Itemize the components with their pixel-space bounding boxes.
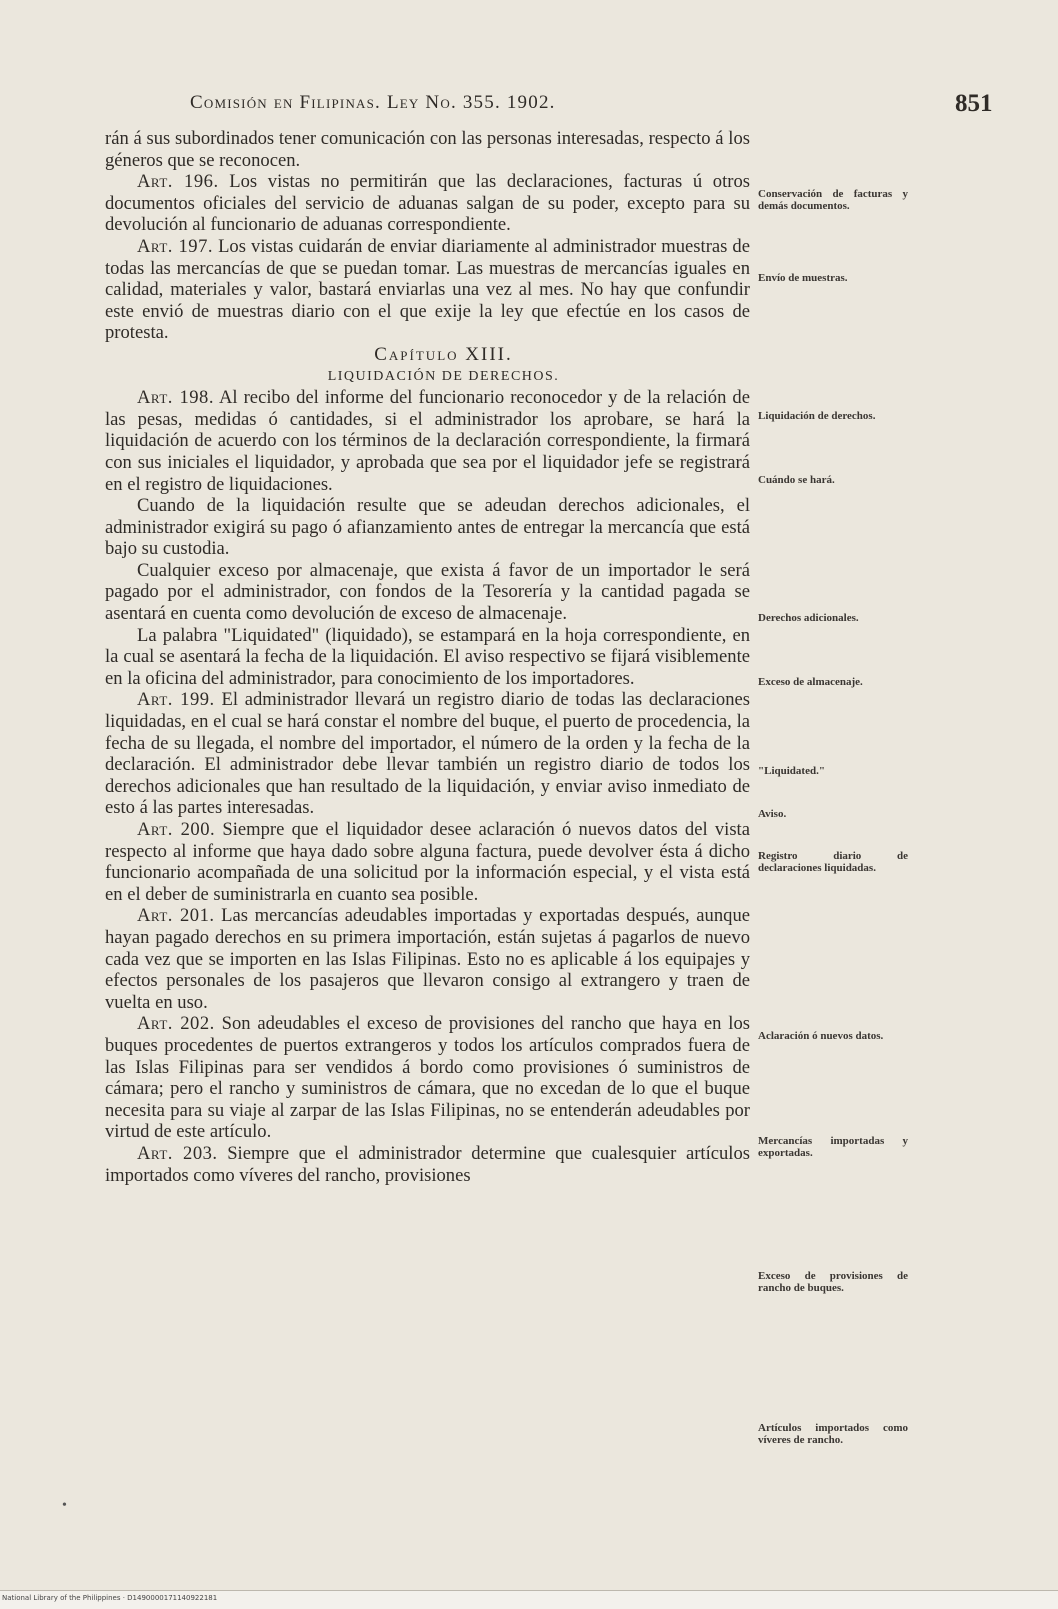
- article-label: Art. 201.: [137, 905, 215, 927]
- margin-note: Aclaración ó nuevos datos.: [758, 1030, 884, 1042]
- article-label: Art. 197.: [137, 235, 214, 257]
- margin-note: Derechos adicionales.: [758, 612, 859, 624]
- running-head: Comisión en Filipinas. Ley No. 355. 1902.: [190, 92, 556, 113]
- margin-note: Aviso.: [758, 808, 787, 820]
- article-text: Siempre que el liquidador desee aclaración ó nuevos datos del vista respecto al informe que haya dado sobre alguna factura, puede devolver ésta á dicho funcionario acompañada de una solicitud por la información especial, y el vista está en el deber de suministrarla en cuanto sea posible.: [105, 819, 750, 905]
- margin-note: Exceso de provisiones de rancho de buques.: [758, 1270, 908, 1294]
- section-title: LIQUIDACIÓN DE DERECHOS.: [327, 368, 560, 384]
- margin-note: Liquidación de derechos.: [758, 410, 876, 422]
- margin-note: "Liquidated.": [758, 765, 825, 777]
- article-196: [105, 171, 750, 236]
- article-text: Al recibo del informe del funcionario reconocedor y de la relación de las pesas, medidas ó cantidades, si el administrador los aprobare, se hará la liquidación de acuerdo con los términos de la declaración correspondiente, la firmará con sus iniciales el liquidador, y aprobada que sea por el liquidador jefe se registrará en el registro de liquidaciones.: [105, 387, 750, 495]
- stray-mark: •: [62, 1498, 67, 1513]
- article-text: Son adeudables el exceso de provisiones del rancho que haya en los buques procedentes de puertos extrangeros y todos los artículos comprados fuera de las Islas Filipinas para ser vendidos á bordo como provisiones ó suministros de cámara; pero el rancho y suministros de cámara, que no excedan de lo que el buque necesita para su viaje al zarpar de las Islas Filipinas, no se entenderán adeudables por virtud de este artículo.: [105, 1013, 750, 1143]
- margin-note: Cuándo se hará.: [758, 474, 835, 486]
- paragraph-continuation: rán á sus subordinados tener comunicación con las personas interesadas, respecto á los géneros que se reconocen.: [105, 128, 750, 171]
- article-label: Art. 199.: [137, 689, 215, 711]
- margin-note: Artículos importados como víveres de rancho.: [758, 1422, 908, 1446]
- margin-note: Exceso de almacenaje.: [758, 676, 863, 688]
- paragraph: Cuando de la liquidación resulte que se adeudan derechos adicionales, el administrador exigirá su pago ó afianzamiento antes de entregar la mercancía que está bajo su custodia.: [105, 495, 750, 560]
- article-label: Art. 198.: [137, 387, 214, 409]
- chapter-title: Capítulo XIII.: [374, 343, 513, 365]
- article-text: Los vistas no permitirán que las declaraciones, facturas ú otros documentos oficiales del servicio de aduanas salgan de su poder, excepto para su devolución al funcionario de aduanas correspondiente.: [105, 171, 750, 236]
- body-text: [105, 128, 750, 1186]
- library-credit: National Library of the Philippines · D1490000171140922181: [2, 1594, 218, 1602]
- paragraph: La palabra "Liquidated" (liquidado), se estampará en la hoja correspondiente, en la cual se asentará la fecha de la liquidación. El aviso respectivo se fijará visiblemente en la oficina del administrador, para conocimiento de los importadores.: [105, 624, 750, 689]
- article-202: [105, 1013, 750, 1143]
- article-203: [105, 1143, 750, 1186]
- article-199: [105, 689, 750, 819]
- article-text: El administrador llevará un registro diario de todas las declaraciones liquidadas, en el cual se hará constar el nombre del buque, el puerto de procedencia, la fecha de su llegada, el nombre del importador, el número de la orden y la fecha de la declaración. El administrador debe llevar también un registro diario de todos los derechos adicionales que han resultado de la liquidación, y enviar aviso inmediato de esto á las partes interesadas.: [105, 689, 750, 819]
- footer-strip: [0, 1590, 1058, 1609]
- margin-note: Registro diario de declaraciones liquidadas.: [758, 850, 908, 874]
- paragraph: Cualquier exceso por almacenaje, que exista á favor de un importador le será pagado por el administrador, con fondos de la Tesorería y la cantidad pagada se asentará en cuenta como devolución de exceso de almacenaje.: [105, 559, 750, 625]
- margin-note: Mercancías importadas y exportadas.: [758, 1135, 908, 1159]
- page-number: 851: [955, 90, 993, 117]
- margin-note: Conservación de facturas y demás documentos.: [758, 188, 908, 212]
- article-label: Art. 196.: [137, 171, 219, 193]
- article-200: [105, 819, 750, 905]
- margin-note: Envío de muestras.: [758, 272, 848, 284]
- article-198: [105, 387, 750, 495]
- article-201: [105, 905, 750, 1013]
- article-label: Art. 200.: [137, 819, 216, 840]
- article-text: Las mercancías adeudables importadas y exportadas después, aunque hayan pagado derechos en su primera importación, están sujetas á pagarlos de nuevo cada vez que se importen en las Islas Filipinas. Esto no es aplicable á los equipajes y efectos personales de los pasajeros que llevaron consigo al extrangero y traen de vuelta en uso.: [105, 905, 750, 1013]
- article-text: Los vistas cuidarán de enviar diariamente al administrador muestras de todas las mercancías de que se puedan tomar. Las muestras de mercancías iguales en calidad, materiales y valor, bastará enviarlas una vez al mes. No hay que confundir este envió de muestras diario con el que exije la ley que efectúe en los casos de protesta.: [105, 235, 750, 344]
- article-text: Siempre que el administrador determine que cualesquier artículos importados como víveres del rancho, provisiones: [105, 1142, 750, 1186]
- article-label: Art. 202.: [137, 1013, 215, 1035]
- article-label: Art. 203.: [137, 1142, 218, 1164]
- article-197: [105, 236, 750, 344]
